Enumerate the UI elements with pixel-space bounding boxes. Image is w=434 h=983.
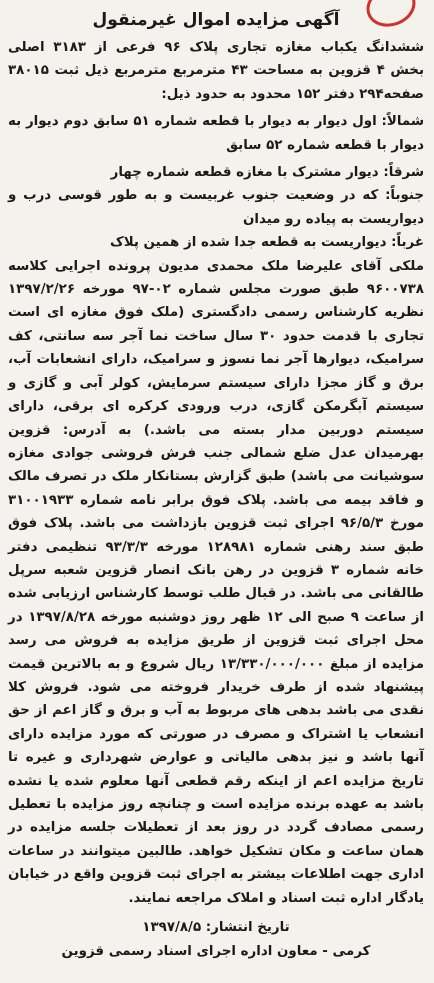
boundary-east: شرقاً: دیوار مشترک با مغازه قطعه شماره چهار: [110, 165, 424, 181]
notice-body: ملکی آقای علیرضا ملک محمدی مدیون پرونده اجرایی کلاسه ۹۶۰۰۷۳۸ طبق صورت مجلس شماره ۰۲-۹۷ مورخه ۱۳۹۷/۲/۲۶ نظریه کارشناس رسمی دادگستری (ملک فوق مغازه ای است تجاری با قدمت حدود ۳۰ سال ساخت نما آجر سه سانتی، کف سرامیک، دیوارها آجر نما نسوز و سرامیک، دارای انشعابات آب، برق و گاز مجزا دارای سیستم سرمایش، کولر آبی و گازی و سیستم آبگرمکن گازی، درب ورودی کرکره ای برقی، دارای سیستم دوربین مدار بسته می باشد.) به آدرس: قزوین بهرمیدان عدل ضلع شمالی جنب فرش فروشی جوادی مغازه سوشیانت می باشد) طبق گزارش بستانکار ملک در تصرف مالک و فاقد بیمه می باشد. پلاک فوق برابر نامه شماره ۳۱۰۰۱۹۳۳ مورخ ۹۶/۵/۳ اجرای ثبت قزوین بازداشت می باشد. پلاک فوق طبق سند رهنی شماره ۱۲۸۹۸۱ مورخه ۹۳/۳/۳ تنظیمی دفتر خانه شماره ۳ قزوین در رهن بانک انصار قزوین شعبه سرپل طالقانی می باشد. در قبال طلب توسط کارشناس ارزیابی شده از ساعت ۹ صبح الی ۱۲ ظهر روز دوشنبه مورخه ۱۳۹۷/۸/۲۸ در محل اجرای ثبت قزوین از طریق مزایده به فروش می رسد مزایده از مبلغ ۱۳/۳۳۰/۰۰۰/۰۰۰ ریال شروع و به بالاترین قیمت پیشنهاد شده از طرف خریدار فروخته می شود. فروش کلا نقدی می باشد بدهی های مربوط به آب و برق و گاز اعم از حق انشعاب یا اشتراک و مصرف در صورتی که مورد مزایده دارای آنها باشد و نیز بدهی مالیاتی و عوارض شهرداری و غیره تا تاریخ مزایده اعم از اینکه رقم قطعی آنها معلوم شده یا نشده باشد به عهده برنده مزایده است و چنانچه روز مزایده با تعطیل رسمی مصادف گردد در روز بعد از تعطیلات جلسه مزایده در همان ساعت و مکان تشکیل خواهد. طالبین میتوانند در ساعات اداری جهت اطلاعات بیشتر به اجرای ثبت قزوین واقع در خیابان یادگار اداره ثبت اسناد و املاک مراجعه نمایند.: [8, 258, 424, 906]
publish-date: تاریخ انتشار: ۱۳۹۷/۸/۵: [142, 920, 290, 936]
notice-title: آگهی مزایده اموال غیرمنقول: [92, 10, 340, 30]
property-intro: ششدانگ یکباب مغازه تجاری پلاک ۹۶ فرعی از ۳۱۸۳ اصلی بخش ۴ قزوین به مساحت ۴۳ مترمربع مترمربع ذیل ثبت ۳۸۰۱۵ صفحه۲۹۴ دفتر ۱۵۲ محدود به حدود ذیل:: [8, 40, 424, 102]
signature-line: کرمی - معاون اداره اجرای اسناد رسمی قزوین: [61, 944, 371, 960]
boundary-west: غرباً: دیواریست به قطعه جدا شده از همین پلاک: [109, 235, 424, 251]
boundary-south: جنوباً: که در وضعیت جنوب غربیست و به طور قوسی درب و دیواریست به پیاده رو میدان: [8, 188, 424, 227]
boundary-north: شمالاً: اول دیوار به دیوار با قطعه شماره ۵۱ سابق دوم دیوار به دیوار با قطعه شماره ۵۲ سابق: [8, 114, 424, 153]
